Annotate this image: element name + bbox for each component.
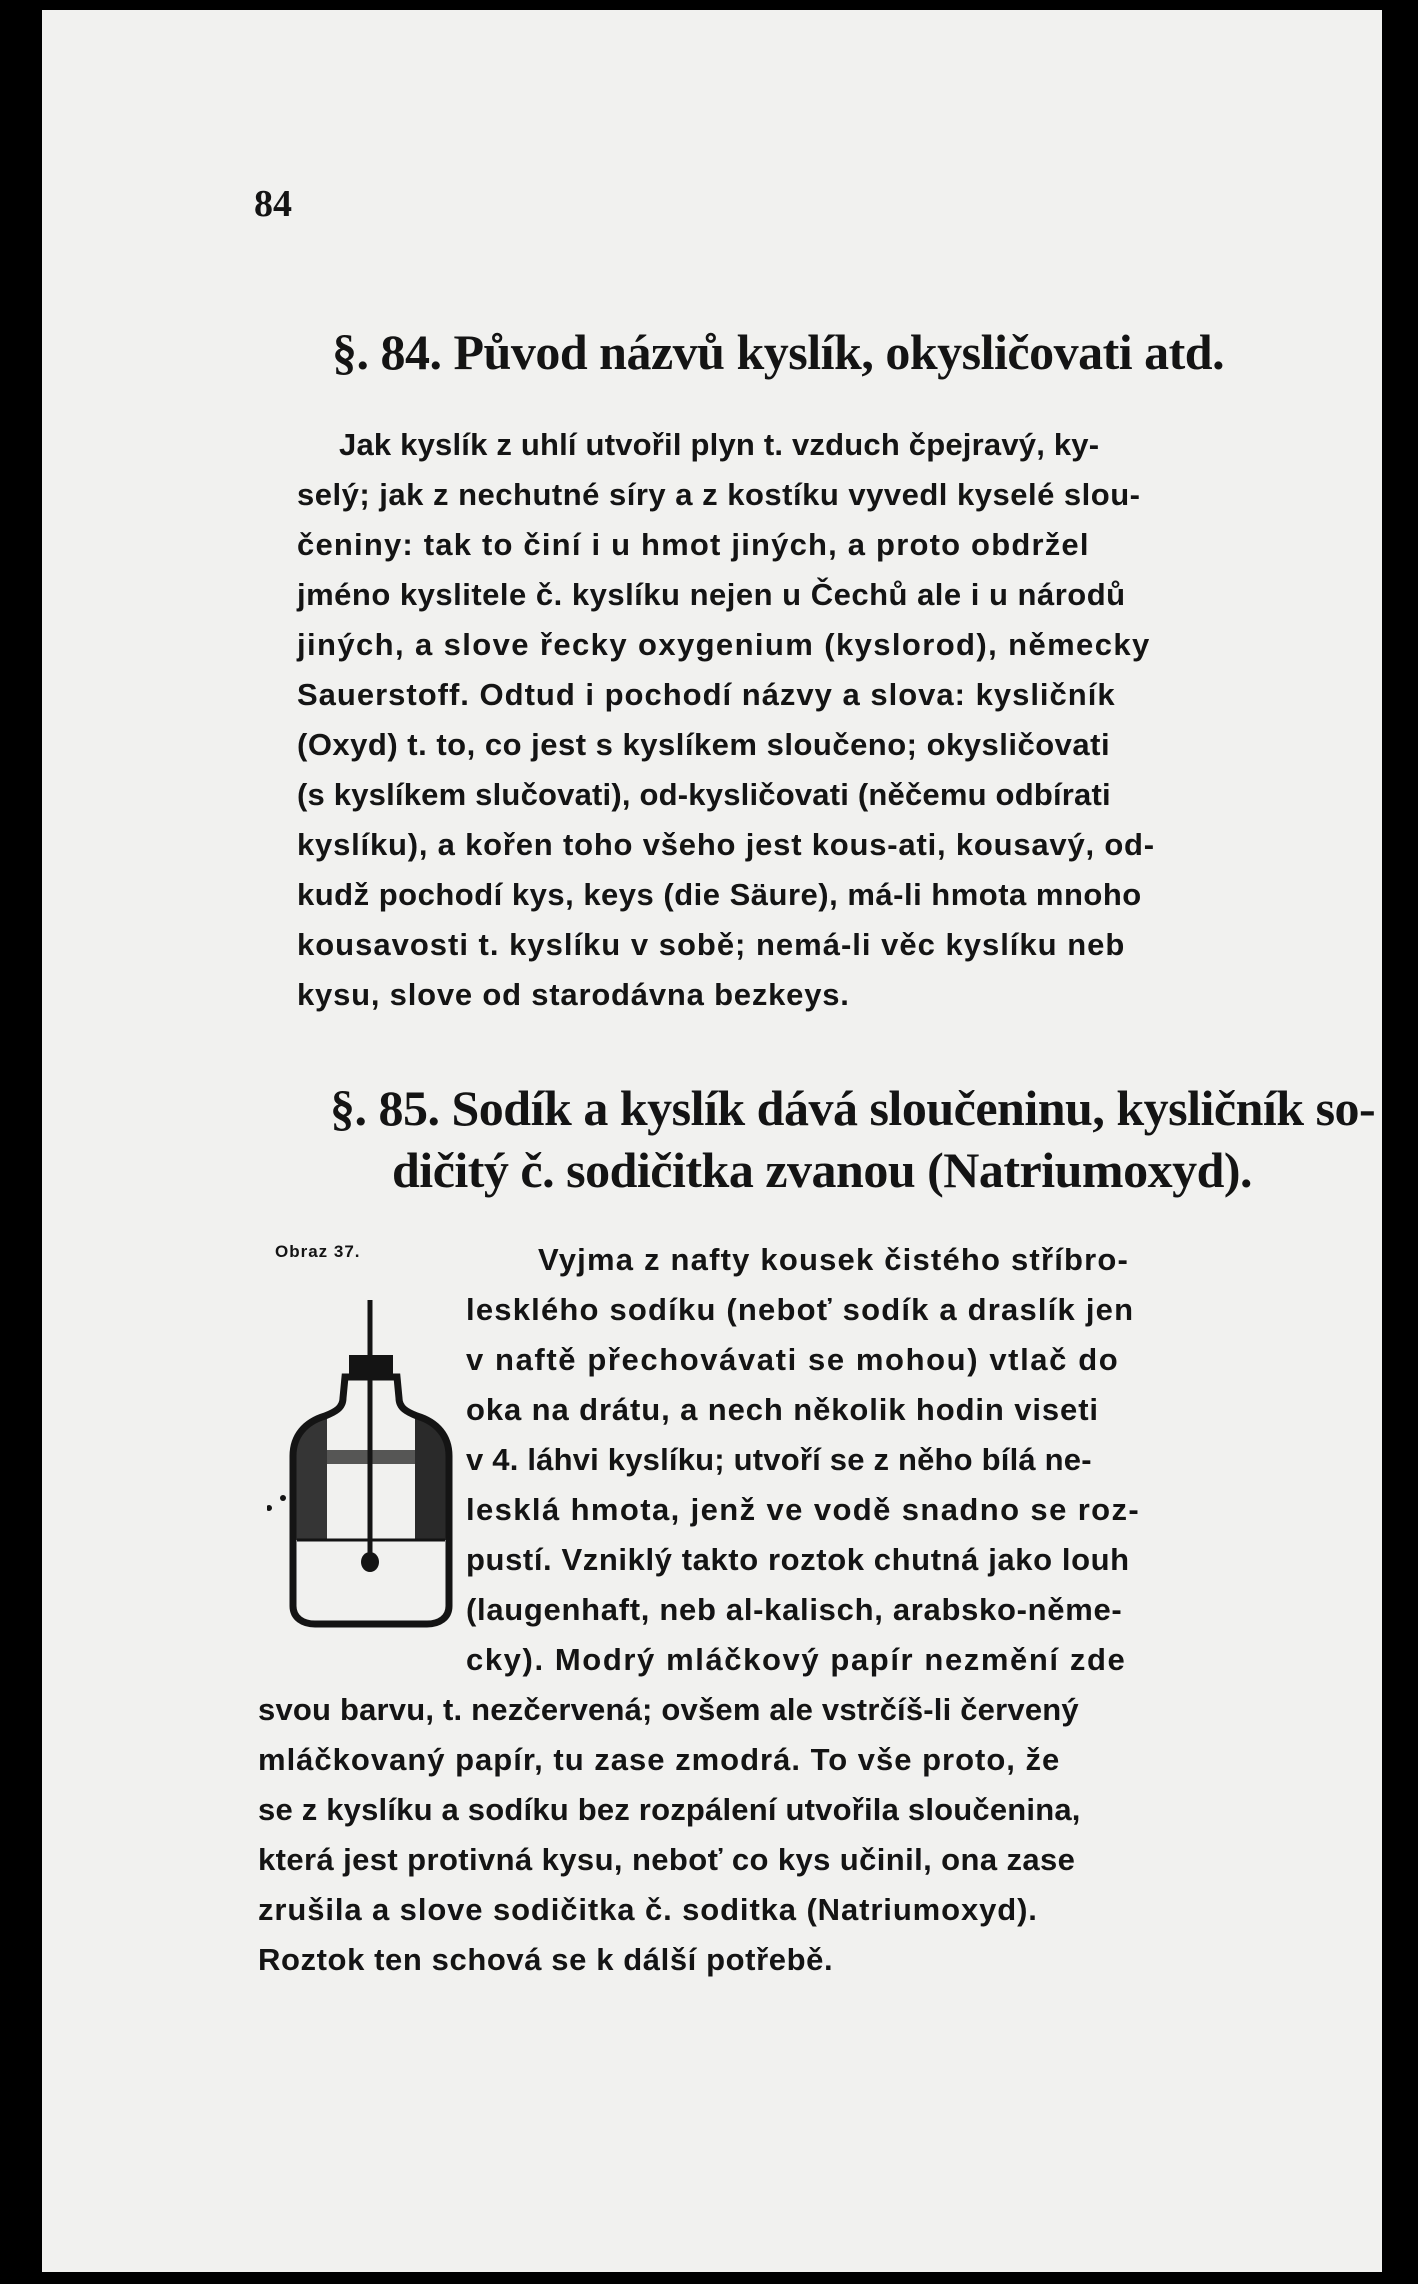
text-line: pustí. Vzniklý takto roztok chutná jako louh <box>466 1542 1130 1577</box>
text-line: oka na drátu, a nech několik hodin viseti <box>466 1392 1099 1427</box>
text-line: (s kyslíkem slučovati), od-kysličovati (něčemu odbírati <box>297 777 1111 812</box>
oxygen-bottle-icon <box>267 1300 449 1624</box>
book-page <box>42 10 1382 2272</box>
text-line: v 4. láhvi kyslíku; utvoří se z něho bílá ne- <box>466 1442 1092 1477</box>
text-line: jiných, a slove řecky oxygenium (kyslorod), německy <box>297 627 1151 662</box>
text-line: čeniny: tak to činí i u hmot jiných, a proto obdržel <box>297 527 1090 562</box>
section-85-heading-line1: §. 85. Sodík a kyslík dává sloučeninu, kysličník so- <box>330 1080 1376 1136</box>
text-line: (Oxyd) t. to, co jest s kyslíkem sloučeno; okysličovati <box>297 727 1111 762</box>
section-84-heading: §. 84. Původ názvů kyslík, okysličovati atd. <box>332 324 1225 380</box>
text-line: selý; jak z nechutné síry a z kostíku vyvedl kyselé slou- <box>297 477 1141 512</box>
text-line: mláčkovaný papír, tu zase zmodrá. To vše proto, že <box>258 1742 1061 1777</box>
text-line: jméno kyslitele č. kyslíku nejen u Čechů ale i u národů <box>297 577 1126 612</box>
text-line: (laugenhaft, neb al-kalisch, arabsko-něme- <box>466 1592 1123 1627</box>
text-line: svou barvu, t. nezčervená; ovšem ale vstrčíš-li červený <box>258 1692 1079 1727</box>
text-line: kyslíku), a kořen toho všeho jest kous-ati, kousavý, od- <box>297 827 1155 862</box>
text-line: Vyjma z nafty kousek čistého stříbro- <box>538 1242 1130 1277</box>
text-line: v naftě přechovávati se mohou) vtlač do <box>466 1342 1120 1377</box>
text-line: Roztok ten schová se k dálší potřebě. <box>258 1942 834 1977</box>
text-line: zrušila a slove sodičitka č. soditka (Natriumoxyd). <box>258 1892 1038 1927</box>
text-line: Sauerstoff. Odtud i pochodí názvy a slova: kysličník <box>297 677 1116 712</box>
text-line: Jak kyslík z uhlí utvořil plyn t. vzduch čpejravý, ky- <box>339 427 1100 462</box>
text-line: kousavosti t. kyslíku v sobě; nemá-li věc kyslíku neb <box>297 927 1126 962</box>
text-line: cky). Modrý mláčkový papír nezmění zde <box>466 1642 1127 1677</box>
page-number: 84 <box>254 183 292 225</box>
text-line: se z kyslíku a sodíku bez rozpálení utvořila sloučenina, <box>258 1792 1081 1827</box>
text-line: lesklého sodíku (neboť sodík a draslík jen <box>466 1292 1135 1327</box>
section-85-heading-line2: dičitý č. sodičitka zvanou (Natriumoxyd). <box>392 1142 1253 1198</box>
text-line: která jest protivná kysu, neboť co kys učinil, ona zase <box>258 1842 1076 1877</box>
text-line: lesklá hmota, jenž ve vodě snadno se roz- <box>466 1492 1141 1527</box>
text-line: kudž pochodí kys, keys (die Säure), má-li hmota mnoho <box>297 877 1142 912</box>
figure-caption: Obraz 37. <box>275 1242 361 1261</box>
text-line: kysu, slove od starodávna bezkeys. <box>297 977 850 1012</box>
